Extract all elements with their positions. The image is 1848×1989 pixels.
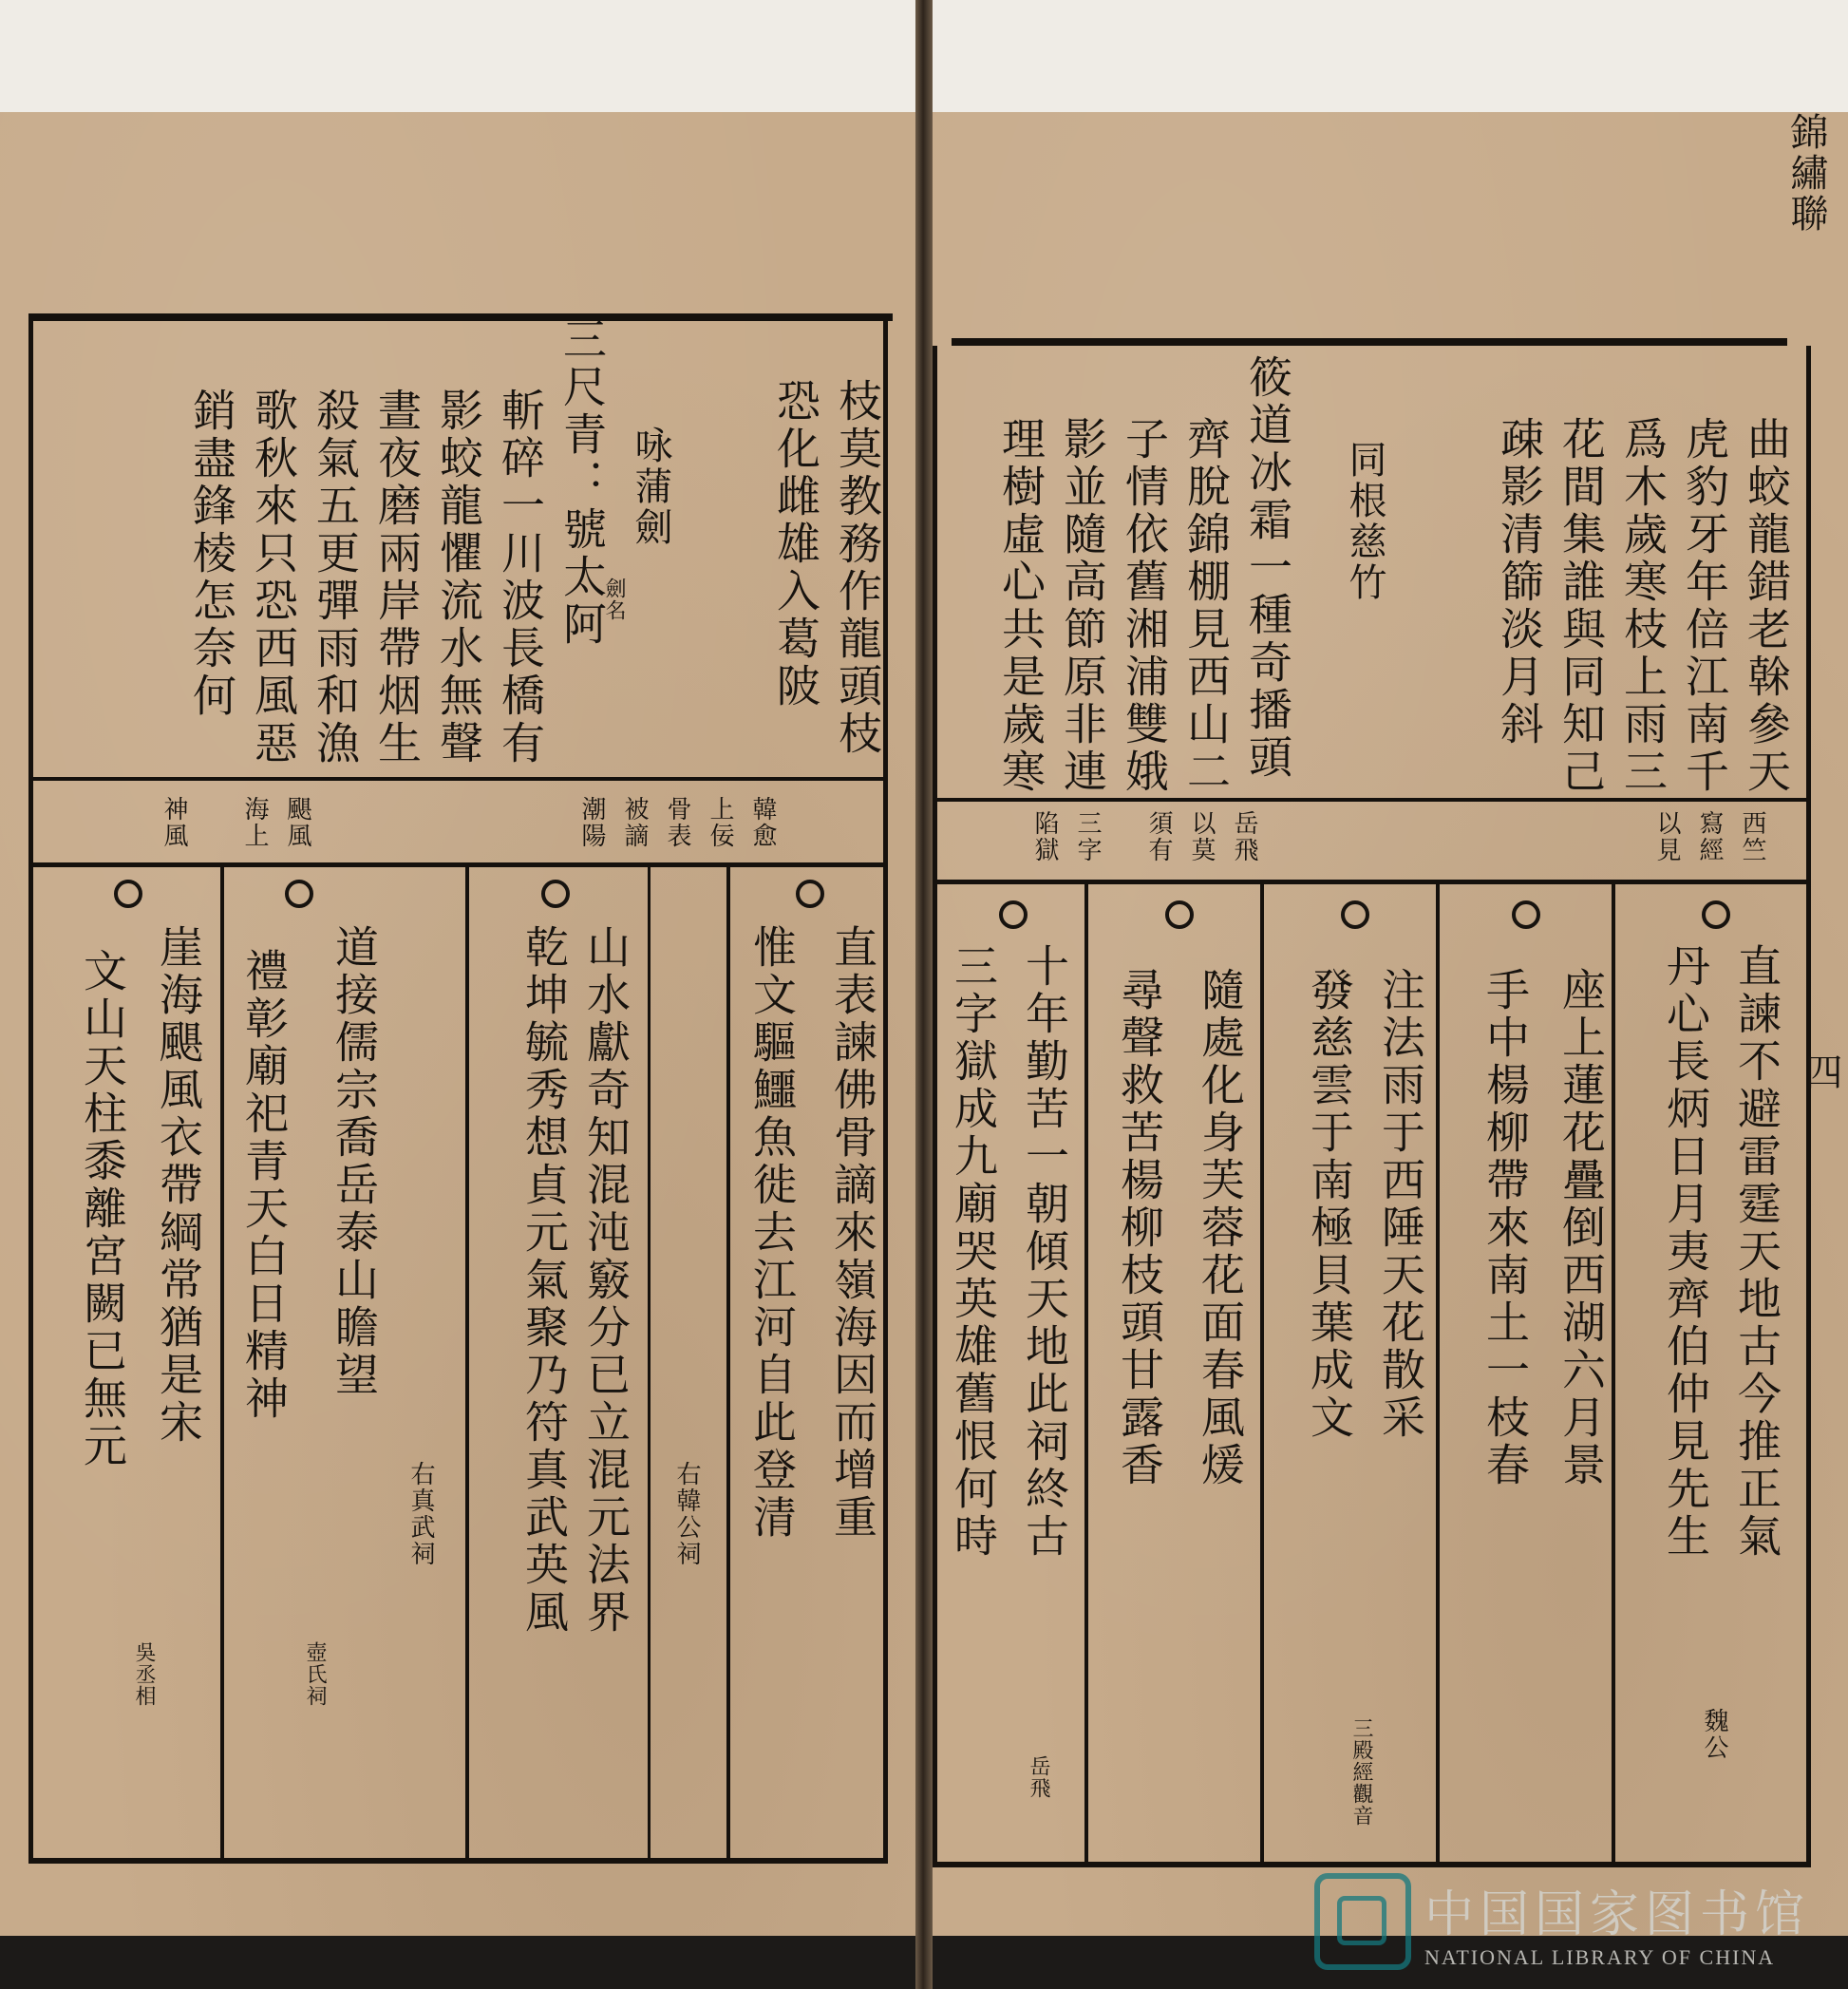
- note-text: 上佞: [706, 796, 734, 849]
- top-border: [28, 313, 893, 321]
- attribution: 三殿經觀音: [1349, 1717, 1373, 1827]
- note-text: 陷獄: [1030, 810, 1059, 863]
- couplet-line: 惟文驅鱷魚徙去江河自此登清: [746, 924, 798, 1542]
- upper-poem-line: 理樹虛心共是歲寒: [995, 416, 1047, 796]
- upper-poem-line: 虎豹牙年倍江南千: [1679, 416, 1730, 796]
- poem-note: 劍名: [602, 578, 626, 621]
- couplet-line: 山水獻奇知混沌竅分已立混元法界: [580, 924, 632, 1637]
- upper-poem-line: 筱道冰霜一種奇播頭: [1242, 354, 1293, 782]
- upper-divider: [933, 798, 1811, 802]
- couplet-marker: [999, 900, 1028, 929]
- attribution: 右韓公祠: [672, 1461, 701, 1567]
- couplet-line: 乾坤毓秀想貞元氣聚乃符真武英風: [519, 924, 570, 1637]
- upper-poem-line: 影並隨高節原非連: [1057, 416, 1108, 796]
- couplet-line: 發慈雲于南極貝葉成文: [1304, 967, 1355, 1442]
- couplet-line: 十年勤苦一朝傾天地此祠終古: [1019, 943, 1070, 1561]
- column-divider: [1612, 884, 1615, 1863]
- note-text: 颶風: [283, 796, 311, 849]
- top-border: [952, 338, 1787, 346]
- couplet-line: 尋聲救苦楊柳枝頭甘露香: [1114, 967, 1165, 1489]
- left-page-top-margin: [0, 0, 915, 112]
- left-border: [28, 313, 33, 1862]
- note-text: 骨表: [663, 796, 691, 849]
- note-text: 西竺: [1738, 810, 1766, 863]
- upper-poem-line: 曲蛟龍錯老榦參天: [1741, 416, 1792, 796]
- page-number: 四: [1799, 1052, 1842, 1093]
- couplet-line: 禮彰廟祀青天白日精神: [238, 948, 290, 1423]
- column-divider: [1260, 884, 1264, 1863]
- note-text: 岳飛: [1230, 810, 1258, 863]
- column-divider: [1084, 884, 1088, 1863]
- upper-poem-line: 殺氣五更彈雨和漁: [310, 388, 361, 767]
- couplet-line: 崖海颶風衣帶綱常猶是宋: [153, 924, 204, 1447]
- note-text: 以見: [1652, 810, 1681, 863]
- notes-divider: [28, 862, 888, 867]
- attribution: 岳飛: [1027, 1755, 1050, 1799]
- left-border: [933, 346, 937, 1866]
- couplet-marker: [1512, 900, 1540, 929]
- couplet-marker: [796, 880, 824, 908]
- upper-divider: [28, 777, 888, 781]
- book-gutter: [915, 0, 933, 1989]
- upper-poem-line: 斬碎一川波長橋有: [495, 388, 546, 767]
- couplet-line: 三字獄成九廟哭英雄舊恨何時: [948, 943, 999, 1561]
- bottom-border: [933, 1862, 1811, 1867]
- column-divider: [465, 867, 469, 1860]
- note-text: 海上: [240, 796, 269, 849]
- couplet-marker: [1341, 900, 1369, 929]
- couplet-marker: [1702, 900, 1730, 929]
- header-label: 錦繡聯: [1784, 112, 1828, 235]
- notes-divider: [933, 880, 1811, 884]
- bottom-border: [28, 1858, 888, 1864]
- couplet-marker: [285, 880, 313, 908]
- couplet-line: 座上蓮花疊倒西湖六月景: [1556, 967, 1607, 1489]
- attribution: 壺氏祠: [303, 1641, 327, 1707]
- poem-title: 咏蒲劍: [629, 426, 672, 548]
- upper-poem-line: 歌秋來只恐西風惡: [248, 388, 299, 767]
- watermark-en: NATIONAL LIBRARY OF CHINA: [1424, 1944, 1776, 1969]
- couplet-line: 道接儒宗喬岳泰山瞻望: [329, 924, 380, 1399]
- couplet-line: 手中楊柳帶來南土一枝春: [1480, 967, 1531, 1489]
- note-text: 韓愈: [748, 796, 777, 849]
- poem-title: 同根慈竹: [1343, 440, 1386, 603]
- note-text: 以莫: [1187, 810, 1216, 863]
- note-text: 潮陽: [577, 796, 606, 849]
- upper-poem-line: 爲木歲寒枝上雨三: [1617, 416, 1669, 796]
- column-divider: [220, 867, 224, 1860]
- couplet-marker: [541, 880, 570, 908]
- upper-poem-line: 影蛟龍懼流水無聲: [433, 388, 484, 767]
- upper-poem-line: 銷盡鋒棱怎奈何: [186, 388, 237, 720]
- attribution: 魏公: [1700, 1708, 1728, 1761]
- upper-poem-line: 子情依舊湘浦雙娥: [1119, 416, 1170, 796]
- couplet-line: 文山天柱黍離宮闕已無元: [77, 948, 128, 1470]
- upper-poem-line: 恐化雌雄入葛陂: [770, 378, 821, 710]
- upper-poem-line: 三尺青：號太阿: [556, 316, 608, 649]
- note-text: 須有: [1144, 810, 1173, 863]
- left-page: [0, 112, 915, 1936]
- right-border: [883, 313, 888, 1862]
- right-border: [1806, 346, 1811, 1866]
- couplet-marker: [114, 880, 142, 908]
- couplet-line: 直諫不避雷霆天地古今推正氣: [1731, 943, 1782, 1561]
- watermark-cn: 中国国家图书馆: [1424, 1885, 1810, 1943]
- library-logo-icon: [1314, 1873, 1411, 1970]
- upper-poem-line: 齊脫錦棚見西山二: [1180, 416, 1232, 796]
- couplet-line: 隨處化身芙蓉花面春風煖: [1195, 967, 1246, 1489]
- attribution: 右真武祠: [406, 1461, 435, 1567]
- column-divider: [726, 867, 730, 1860]
- couplet-line: 注法雨于西陲天花散采: [1375, 967, 1426, 1442]
- upper-poem-line: 枝莫教務作龍頭枝: [832, 378, 883, 758]
- right-page: [933, 112, 1848, 1936]
- column-divider: [1436, 884, 1440, 1863]
- couplet-line: 丹心長炳日月夷齊伯仲見先生: [1660, 943, 1711, 1561]
- upper-poem-line: 花間集誰與同知己: [1556, 416, 1607, 796]
- note-text: 神風: [160, 796, 188, 849]
- column-divider: [648, 867, 651, 1860]
- note-text: 被謫: [620, 796, 649, 849]
- right-page-top-margin: [933, 0, 1848, 112]
- note-text: 寫經: [1695, 810, 1724, 863]
- attribution: 吳丞相: [132, 1641, 156, 1707]
- couplet-marker: [1165, 900, 1194, 929]
- note-text: 三字: [1073, 810, 1102, 863]
- upper-poem-line: 疎影清篩淡月斜: [1494, 416, 1545, 748]
- couplet-line: 直表諫佛骨謫來嶺海因而增重: [827, 924, 878, 1542]
- library-watermark: [1314, 1873, 1810, 1970]
- upper-poem-line: 晝夜磨兩岸帶烟生: [371, 388, 423, 767]
